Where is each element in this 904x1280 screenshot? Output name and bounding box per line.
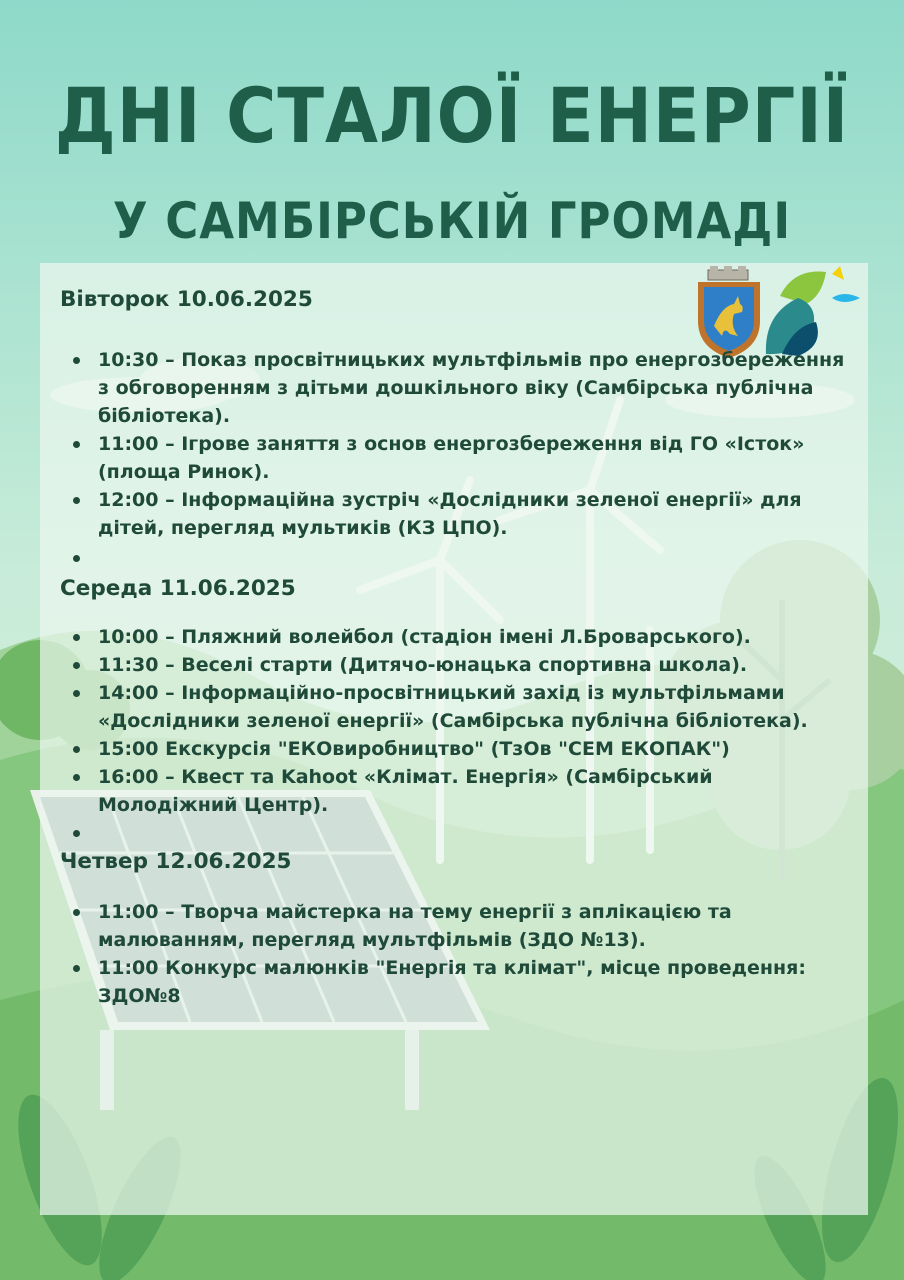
page-title: ДНІ СТАЛОЇ ЕНЕРГІЇ	[54, 71, 850, 160]
day-thursday	[60, 847, 850, 1010]
list-item: 11:30 – Веселі старти (Дитячо-юнацька спортивна школа).	[60, 651, 850, 679]
list-item: 11:00 – Ігрове заняття з основ енергозбереження від ГО «Істок» (площа Ринок).	[60, 430, 850, 486]
list-item: 11:00 Конкурс малюнків "Енергія та клімат", місце проведення: ЗДО№8	[60, 954, 850, 1010]
day-heading: Вівторок 10.06.2025	[60, 287, 313, 312]
list-item: 11:00 – Творча майстерка на тему енергії з аплікацією та малюванням, перегляд мультфільмів (ЗДО №13).	[60, 898, 850, 954]
day-tuesday	[60, 285, 850, 572]
list-item-empty	[60, 819, 850, 847]
list-item: 10:00 – Пляжний волейбол (стадіон імені Л.Броварського).	[60, 623, 850, 651]
day-wednesday	[60, 574, 850, 847]
event-list	[60, 898, 850, 1010]
list-item: 12:00 – Інформаційна зустріч «Дослідники зеленої енергії» для дітей, перегляд мультиків (КЗ ЦПО).	[60, 486, 850, 542]
list-item-empty	[60, 544, 850, 572]
day-heading: Середа 11.06.2025	[60, 576, 296, 601]
list-item: 16:00 – Квест та Kahoot «Клімат. Енергія» (Самбірський Молодіжний Центр).	[60, 763, 850, 819]
day-heading: Четвер 12.06.2025	[60, 849, 292, 874]
schedule	[60, 285, 850, 1010]
event-list	[60, 623, 850, 847]
event-list	[60, 346, 850, 572]
list-item: 10:30 – Показ просвітницьких мультфільмів про енергозбереження з обговоренням з дітьми дошкільного віку (Самбірська публічна бібліотека).	[60, 346, 850, 430]
page-subtitle: У САМБІРСЬКІЙ ГРОМАДІ	[112, 192, 792, 250]
list-item: 14:00 – Інформаційно-просвітницький захід із мультфільмами «Дослідники зеленої енергії» (Самбірська публічна бібліотека).	[60, 679, 850, 735]
list-item: 15:00 Екскурсія "ЕКОвиробництво" (ТзОв "СЕМ ЕКОПАК")	[60, 735, 850, 763]
